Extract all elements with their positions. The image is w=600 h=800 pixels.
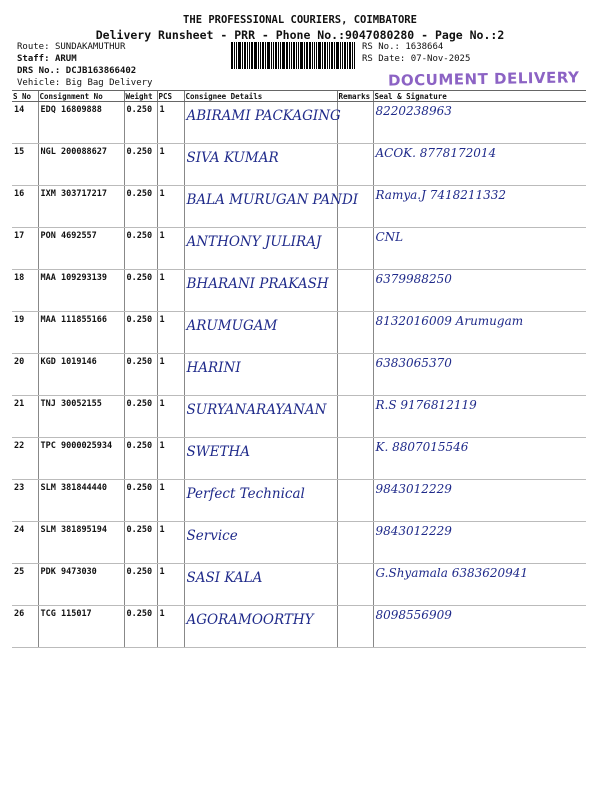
- row-remarks: [337, 228, 373, 270]
- barcode-bar: [244, 42, 246, 69]
- table-row: [12, 102, 586, 144]
- row-signature: [373, 606, 586, 648]
- row-pcs: 1: [157, 480, 184, 522]
- table-row: [12, 396, 586, 438]
- handwritten-consignee: SWETHA: [186, 444, 251, 460]
- barcode-bar: [334, 42, 335, 69]
- row-weight: 0.250: [124, 354, 157, 396]
- handwritten-consignee: AGORAMOORTHY: [186, 612, 314, 628]
- row-signature: [373, 186, 586, 228]
- rs-no-value: 1638664: [405, 42, 444, 52]
- row-consignee: [184, 522, 337, 564]
- handwritten-consignee: SURYANARAYANAN: [186, 402, 327, 418]
- row-pcs: 1: [157, 102, 184, 144]
- barcode-bar: [314, 42, 315, 69]
- row-signature: [373, 270, 586, 312]
- row-consignee: [184, 186, 359, 228]
- barcode-bar: [251, 42, 253, 69]
- barcode-bar: [271, 42, 272, 69]
- row-pcs: 1: [157, 564, 184, 606]
- barcode-bar: [296, 42, 297, 69]
- barcode-bar: [298, 42, 299, 69]
- barcode-bar: [316, 42, 317, 69]
- row-pcs: 1: [157, 606, 184, 648]
- barcode-bar: [249, 42, 250, 69]
- row-sno: 16: [12, 186, 38, 228]
- row-signature: [373, 102, 586, 144]
- barcode-bar: [300, 42, 303, 69]
- col-consignee-details: Consignee Details: [184, 91, 337, 102]
- row-sno: 15: [12, 144, 38, 186]
- row-pcs: 1: [157, 354, 184, 396]
- row-consignee: [184, 606, 337, 648]
- row-consignment-no: MAA 109293139: [38, 270, 124, 312]
- row-consignee: [184, 480, 337, 522]
- row-signature: [373, 522, 586, 564]
- handwritten-signature: K. 8807015546: [375, 440, 469, 454]
- row-consignment-no: EDQ 16809888: [38, 102, 124, 144]
- drs-value: DCJB163866402: [65, 66, 137, 76]
- row-signature: [373, 396, 586, 438]
- row-consignment-no: IXM 303717217: [38, 186, 124, 228]
- row-remarks: [337, 438, 373, 480]
- handwritten-consignee: Service: [186, 528, 238, 544]
- barcode-bar: [260, 42, 261, 69]
- row-weight: 0.250: [124, 102, 157, 144]
- barcode-bar: [236, 42, 237, 69]
- barcode-bar: [278, 42, 279, 69]
- handwritten-consignee: BHARANI PRAKASH: [186, 276, 329, 292]
- row-sno: 23: [12, 480, 38, 522]
- row-remarks: [337, 564, 373, 606]
- row-remarks: [337, 354, 373, 396]
- row-weight: 0.250: [124, 480, 157, 522]
- row-consignee: [184, 102, 341, 144]
- barcode-bar: [324, 42, 326, 69]
- row-weight: 0.250: [124, 438, 157, 480]
- drs-label: DRS No.:: [17, 66, 61, 76]
- row-weight: 0.250: [124, 270, 157, 312]
- rs-date-value: 07-Nov-2025: [410, 54, 471, 64]
- handwritten-consignee: BALA MURUGAN PANDI: [186, 192, 359, 208]
- row-pcs: 1: [157, 522, 184, 564]
- handwritten-signature: G.Shyamala 6383620941: [375, 566, 529, 580]
- table-row: [12, 438, 586, 480]
- row-remarks: [337, 102, 373, 144]
- barcode-bar: [349, 42, 351, 69]
- handwritten-consignee: SIVA KUMAR: [186, 150, 279, 166]
- route-line: [17, 41, 152, 53]
- row-pcs: 1: [157, 312, 184, 354]
- row-consignee: [184, 270, 337, 312]
- row-weight: 0.250: [124, 228, 157, 270]
- barcode-bar: [275, 42, 277, 69]
- table-row: [12, 480, 586, 522]
- barcode: [231, 42, 359, 69]
- handwritten-signature: 8132016009 Arumugam: [375, 314, 524, 328]
- row-signature: [373, 564, 586, 606]
- drs-line: [17, 65, 152, 77]
- barcode-bar: [327, 42, 328, 69]
- row-pcs: 1: [157, 396, 184, 438]
- row-weight: 0.250: [124, 186, 157, 228]
- barcode-bar: [347, 42, 348, 69]
- vehicle-line: [17, 77, 152, 89]
- row-sno: 22: [12, 438, 38, 480]
- barcode-bar: [331, 42, 333, 69]
- table-row: [12, 354, 586, 396]
- row-weight: 0.250: [124, 606, 157, 648]
- barcode-bar: [286, 42, 288, 69]
- barcode-bar: [282, 42, 285, 69]
- row-sno: 14: [12, 102, 38, 144]
- row-sno: 19: [12, 312, 38, 354]
- barcode-bar: [267, 42, 270, 69]
- barcode-bar: [247, 42, 248, 69]
- handwritten-signature: 6379988250: [375, 272, 452, 286]
- row-consignment-no: MAA 111855166: [38, 312, 124, 354]
- route-label: Route:: [17, 42, 50, 52]
- barcode-bar: [238, 42, 241, 69]
- row-consignee: [184, 228, 337, 270]
- barcode-bar: [262, 42, 264, 69]
- barcode-bar: [322, 42, 323, 69]
- row-signature: [373, 438, 586, 480]
- handwritten-consignee: HARINI: [186, 360, 241, 376]
- barcode-bar: [254, 42, 257, 69]
- table-row: [12, 270, 586, 312]
- table-row: [12, 186, 586, 228]
- runsheet-meta-right: [362, 41, 470, 65]
- handwritten-signature: Ramya.J 7418211332: [375, 188, 507, 202]
- row-consignment-no: TNJ 30052155: [38, 396, 124, 438]
- row-sno: 21: [12, 396, 38, 438]
- table-header-row: [12, 91, 586, 102]
- staff-value: ARUM: [54, 54, 77, 64]
- row-consignment-no: SLM 381895194: [38, 522, 124, 564]
- barcode-bar: [242, 42, 243, 69]
- barcode-bar: [318, 42, 321, 69]
- barcode-bar: [340, 42, 341, 69]
- handwritten-consignee: ABIRAMI PACKAGING: [186, 108, 341, 124]
- handwritten-signature: 8098556909: [375, 608, 452, 622]
- table-row: [12, 144, 586, 186]
- row-weight: 0.250: [124, 564, 157, 606]
- col-sno: S No: [12, 91, 38, 102]
- row-sno: 18: [12, 270, 38, 312]
- staff-line: [17, 53, 152, 65]
- barcode-bar: [352, 42, 353, 69]
- row-consignment-no: SLM 381844440: [38, 480, 124, 522]
- row-consignee: [184, 396, 337, 438]
- barcode-bar: [354, 42, 355, 69]
- table-row: [12, 228, 586, 270]
- vehicle-value: Big Bag Delivery: [65, 78, 153, 88]
- row-consignee: [184, 564, 337, 606]
- row-sno: 20: [12, 354, 38, 396]
- col-weight: Weight: [124, 91, 157, 102]
- handwritten-signature: ACOK. 8778172014: [375, 146, 497, 160]
- row-remarks: [337, 312, 373, 354]
- table-row: [12, 606, 586, 648]
- barcode-bar: [289, 42, 290, 69]
- barcode-bar: [304, 42, 305, 69]
- rs-date-label: RS Date:: [362, 54, 406, 64]
- row-consignment-no: NGL 200088627: [38, 144, 124, 186]
- handwritten-signature: CNL: [375, 230, 404, 244]
- row-consignee: [184, 144, 337, 186]
- row-consignment-no: TPC 9000025934: [38, 438, 124, 480]
- barcode-bar: [336, 42, 339, 69]
- barcode-bar: [309, 42, 311, 69]
- row-pcs: 1: [157, 438, 184, 480]
- table-row: [12, 312, 586, 354]
- handwritten-consignee: ARUMUGAM: [186, 318, 278, 334]
- row-weight: 0.250: [124, 144, 157, 186]
- barcode-bar: [342, 42, 343, 69]
- row-signature: [373, 228, 586, 270]
- handwritten-consignee: SASI KALA: [186, 570, 263, 586]
- barcode-bar: [312, 42, 313, 69]
- row-remarks: [337, 396, 373, 438]
- barcode-bar: [234, 42, 235, 69]
- barcode-bar: [273, 42, 274, 69]
- row-weight: 0.250: [124, 522, 157, 564]
- handwritten-signature: 9843012229: [375, 524, 452, 538]
- row-pcs: 1: [157, 186, 184, 228]
- col-seal-signature: Seal & Signature: [373, 91, 586, 102]
- runsheet-table: [12, 90, 586, 648]
- barcode-bar: [258, 42, 259, 69]
- row-remarks: [337, 522, 373, 564]
- barcode-bar: [306, 42, 308, 69]
- handwritten-signature: 8220238963: [375, 104, 452, 118]
- row-remarks: [337, 270, 373, 312]
- runsheet-subtitle: Delivery Runsheet - PRR - Phone No.:9047080280 - Page No.:2: [95, 28, 505, 42]
- row-signature: [373, 312, 586, 354]
- row-consignment-no: PON 4692557: [38, 228, 124, 270]
- row-pcs: 1: [157, 228, 184, 270]
- row-remarks: [337, 144, 373, 186]
- barcode-bar: [280, 42, 281, 69]
- runsheet-meta-left: [17, 41, 152, 89]
- route-value: SUNDAKAMUTHUR: [54, 42, 126, 52]
- handwritten-signature: 9843012229: [375, 482, 452, 496]
- row-consignment-no: KGD 1019146: [38, 354, 124, 396]
- rs-no-label: RS No.:: [362, 42, 400, 52]
- vehicle-label: Vehicle:: [17, 78, 61, 88]
- row-consignment-no: TCG 115017: [38, 606, 124, 648]
- row-sno: 24: [12, 522, 38, 564]
- row-signature: [373, 354, 586, 396]
- row-pcs: 1: [157, 144, 184, 186]
- barcode-bar: [344, 42, 346, 69]
- barcode-bar: [265, 42, 266, 69]
- row-signature: [373, 480, 586, 522]
- row-consignee: [184, 438, 337, 480]
- row-consignment-no: PDK 9473030: [38, 564, 124, 606]
- row-consignee: [184, 354, 337, 396]
- row-weight: 0.250: [124, 312, 157, 354]
- handwritten-consignee: ANTHONY JULIRAJ: [186, 234, 322, 250]
- handwritten-consignee: Perfect Technical: [186, 486, 305, 502]
- handwritten-signature: 6383065370: [375, 356, 452, 370]
- table-row: [12, 564, 586, 606]
- handwritten-signature: R.S 9176812119: [375, 398, 477, 412]
- row-sno: 17: [12, 228, 38, 270]
- document-delivery-stamp: DOCUMENT DELIVERY: [387, 68, 580, 90]
- col-remarks: Remarks: [337, 91, 373, 102]
- row-remarks: [337, 606, 373, 648]
- barcode-bar: [293, 42, 295, 69]
- row-pcs: 1: [157, 270, 184, 312]
- row-sno: 25: [12, 564, 38, 606]
- rs-date-line: [362, 53, 470, 65]
- barcode-bar: [291, 42, 292, 69]
- row-signature: [373, 144, 586, 186]
- barcode-bar: [329, 42, 330, 69]
- rs-no-line: [362, 41, 470, 53]
- row-consignee: [184, 312, 337, 354]
- row-remarks: [337, 480, 373, 522]
- row-sno: 26: [12, 606, 38, 648]
- company-title: THE PROFESSIONAL COURIERS, COIMBATORE: [183, 14, 417, 26]
- col-pcs: PCS: [157, 91, 184, 102]
- barcode-bar: [231, 42, 233, 69]
- table-row: [12, 522, 586, 564]
- staff-label: Staff:: [17, 54, 50, 64]
- col-consignment-no: Consignment No: [38, 91, 124, 102]
- row-weight: 0.250: [124, 396, 157, 438]
